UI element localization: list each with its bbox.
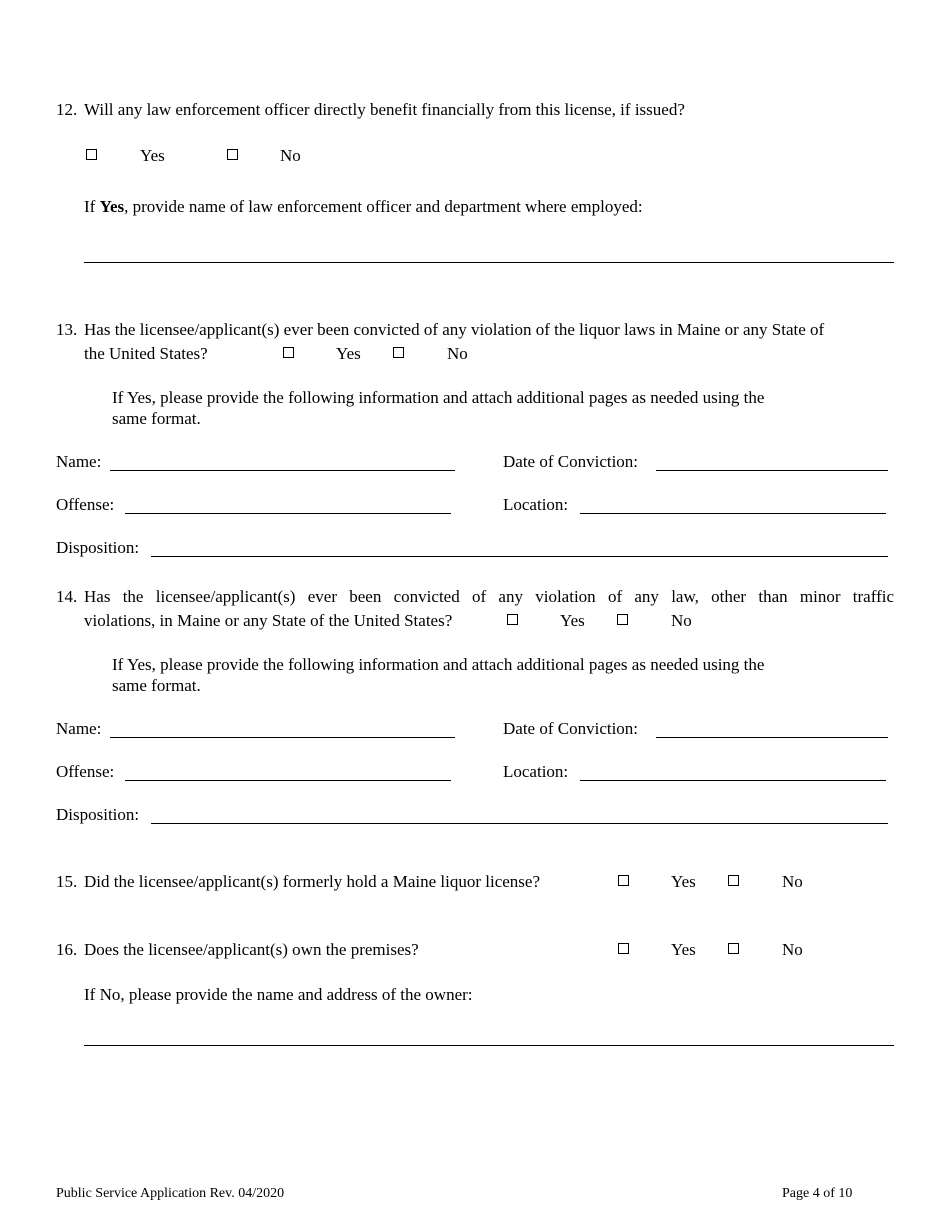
q14-date-field[interactable] [656,737,888,738]
q13-date-label: Date of Conviction: [503,452,639,471]
q16-number: 16. [56,940,78,959]
q13-date-field[interactable] [656,470,888,471]
q13-disposition-field[interactable] [151,556,888,557]
q13-offense-field[interactable] [125,513,451,514]
q13-no-checkbox[interactable] [393,347,404,358]
q12-yes-label: Yes [140,146,165,165]
q14-yes-checkbox[interactable] [507,614,518,625]
q14-number: 14. [56,587,78,606]
q13-yes-checkbox[interactable] [283,347,294,358]
footer-page-number: Page 4 of 10 [782,1186,853,1201]
q14-date-label: Date of Conviction: [503,719,639,738]
q14-text-line2: violations, in Maine or any State of the United States? [84,611,453,630]
q12-no-label: No [280,146,301,165]
q12-yes-checkbox[interactable] [86,149,97,160]
q15-text: Did the licensee/applicant(s) formerly hold a Maine liquor license? [84,872,541,891]
q12-followup-bold: Yes [99,197,125,216]
q16-text: Does the licensee/applicant(s) own the premises? [84,940,419,959]
q12-text: Will any law enforcement officer directly benefit financially from this license, if issued? [84,100,685,119]
q16-yes-checkbox[interactable] [618,943,629,954]
q12-followup-prefix: If [84,197,100,216]
q14-name-field[interactable] [110,737,455,738]
q14-yes-label: Yes [560,611,585,630]
q13-yes-label: Yes [336,344,361,363]
q13-location-field[interactable] [580,513,886,514]
q13-no-label: No [447,344,468,363]
q16-no-checkbox[interactable] [728,943,739,954]
q15-yes-checkbox[interactable] [618,875,629,886]
q14-location-field[interactable] [580,780,886,781]
q13-disposition-label: Disposition: [56,538,140,557]
q14-instruction-line2: same format. [112,676,201,695]
q14-no-checkbox[interactable] [617,614,628,625]
q13-offense-label: Offense: [56,495,115,514]
q12-number: 12. [56,100,78,119]
q13-instruction-line2: same format. [112,409,201,428]
q14-no-label: No [671,611,692,630]
q14-disposition-label: Disposition: [56,805,140,824]
q14-offense-field[interactable] [125,780,451,781]
q12-followup [84,196,643,218]
q12-answer-line[interactable] [84,262,894,263]
q16-yes-label: Yes [671,940,696,959]
q13-location-label: Location: [503,495,569,514]
q15-no-checkbox[interactable] [728,875,739,886]
q13-number: 13. [56,320,78,339]
q12-no-checkbox[interactable] [227,149,238,160]
q14-offense-label: Offense: [56,762,115,781]
q14-text-line1: Has the licensee/applicant(s) ever been convicted of any violation of any law, other than minor traffic [84,587,894,606]
q16-answer-line[interactable] [84,1045,894,1046]
q14-location-label: Location: [503,762,569,781]
q14-name-label: Name: [56,719,102,738]
q13-name-field[interactable] [110,470,455,471]
q14-instruction-line1: If Yes, please provide the following information and attach additional pages as needed using the [112,655,765,674]
q13-text-line1: Has the licensee/applicant(s) ever been convicted of any violation of the liquor laws in Maine or any State of [84,320,825,339]
q14-disposition-field[interactable] [151,823,888,824]
q16-no-label: No [782,940,803,959]
q13-text-line2: the United States? [84,344,208,363]
q13-instruction-line1: If Yes, please provide the following information and attach additional pages as needed using the [112,388,765,407]
q13-name-label: Name: [56,452,102,471]
q16-followup: If No, please provide the name and address of the owner: [84,985,473,1004]
footer-revision: Public Service Application Rev. 04/2020 [56,1186,285,1201]
q15-no-label: No [782,872,803,891]
q15-number: 15. [56,872,78,891]
q12-followup-rest: , provide name of law enforcement officer and department where employed: [124,197,643,216]
q15-yes-label: Yes [671,872,696,891]
